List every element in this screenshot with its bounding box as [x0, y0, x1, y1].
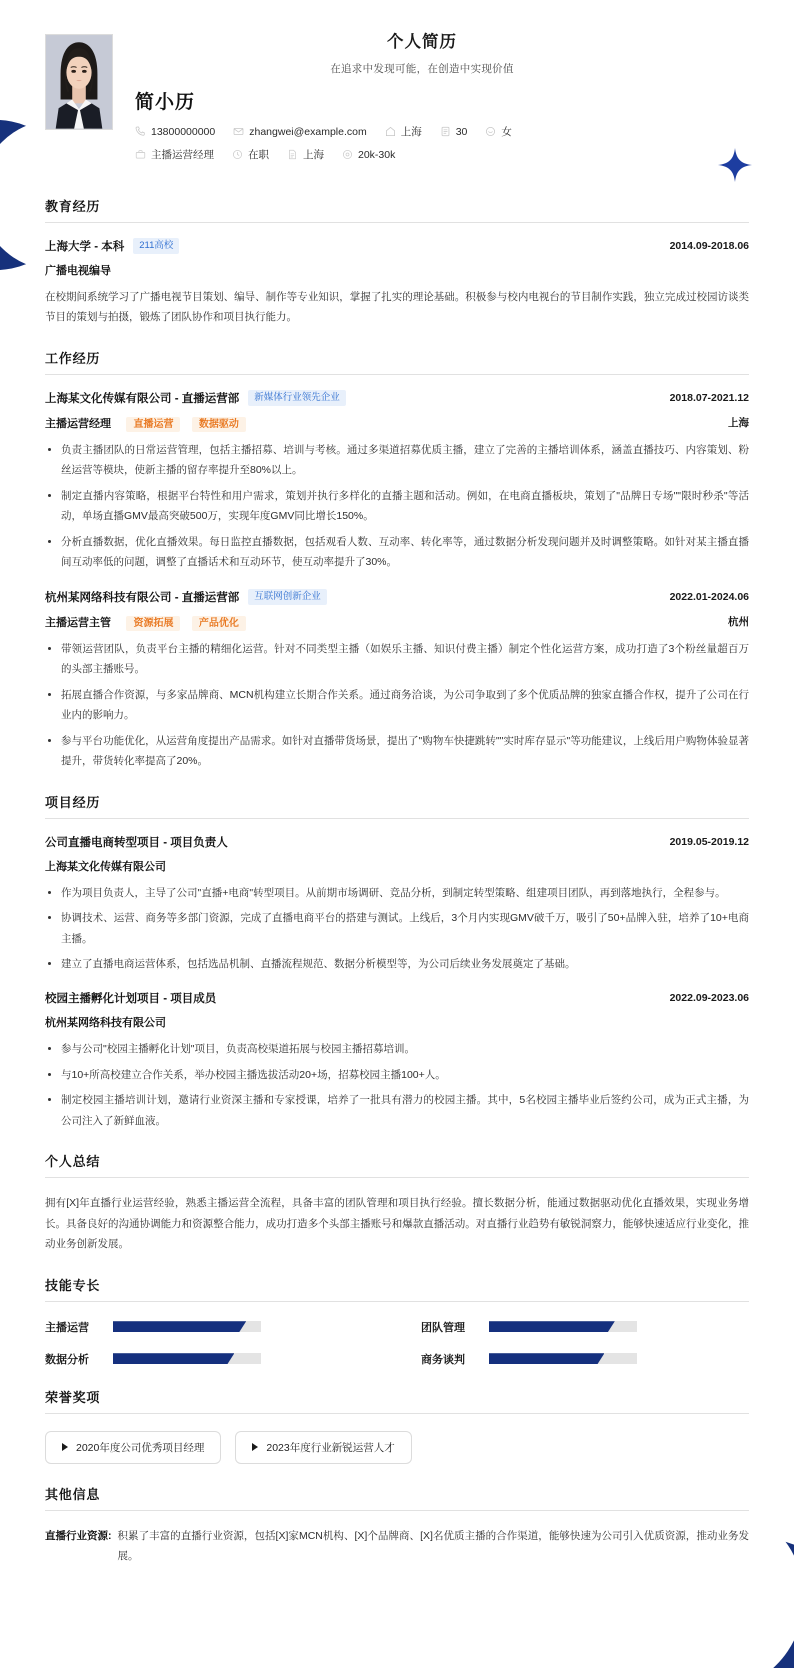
- skill-tag: 资源拓展: [126, 616, 180, 631]
- school-name: 上海大学 - 本科: [45, 241, 125, 253]
- other-info-label: 直播行业资源:: [45, 1529, 112, 1542]
- home-icon: [385, 126, 396, 137]
- skill-label: 商务谈判: [421, 1353, 465, 1366]
- honor-chip[interactable]: [45, 1431, 221, 1464]
- entry-header-left: [45, 589, 327, 605]
- project-date: 2022.09-2023.06: [669, 992, 749, 1005]
- entry-header: [45, 238, 749, 254]
- other-info-row: [45, 1526, 749, 1567]
- skill-progress-track: [113, 1321, 261, 1332]
- contact-age: [440, 126, 468, 138]
- section-title-other: 其他信息: [45, 1486, 101, 1502]
- skill-tag: 数据驱动: [192, 417, 246, 432]
- list-item: 拓展直播合作资源，与多家品牌商、MCN机构建立长期合作关系。通过商务洽谈，为公司争取到了多个优质品牌的独家直播合作权，提升了公司在行业内的影响力。: [45, 685, 749, 726]
- project-bullets: [45, 883, 749, 975]
- major-name: 广播电视编导: [45, 265, 111, 277]
- list-item: 与10+所高校建立合作关系，举办校园主播选拔活动20+场，招募校园主播100+人。: [45, 1065, 749, 1085]
- page-title: 个人简历: [387, 33, 457, 51]
- entry-header: [45, 589, 749, 605]
- work-location: 杭州: [728, 616, 749, 629]
- job-title-value: 主播运营经理: [151, 149, 214, 161]
- section-honors: [45, 1387, 749, 1464]
- section-title-projects: 项目经历: [45, 794, 101, 810]
- skill-row: [421, 1351, 749, 1367]
- contact-age-value: 30: [455, 125, 468, 138]
- contact-email-value: zhangwei@example.com: [249, 125, 367, 138]
- work-bullets: [45, 440, 749, 573]
- work-location: 上海: [728, 417, 749, 430]
- skill-progress-track: [489, 1321, 637, 1332]
- expected-salary: [342, 149, 395, 161]
- company-badge: 互联网创新企业: [248, 589, 327, 605]
- header-main: [113, 28, 749, 170]
- slogan: 在追求中发现可能，在创造中实现价值: [330, 63, 514, 75]
- skill-tag: 产品优化: [192, 616, 246, 631]
- skill-progress-fill: [489, 1353, 604, 1364]
- location-doc-icon: [287, 149, 298, 160]
- status-icon: [232, 149, 243, 160]
- avatar: [45, 34, 113, 130]
- education-date: 2014.09-2018.06: [669, 240, 749, 252]
- section-projects: [45, 792, 749, 1132]
- id-card-icon: [440, 126, 451, 137]
- project-bullets: [45, 1039, 749, 1131]
- section-education: [45, 196, 749, 328]
- divider: [45, 222, 749, 223]
- project-entry: [45, 834, 749, 975]
- skill-progress-fill: [489, 1321, 615, 1332]
- entry-role-row: [45, 613, 749, 631]
- section-skills: [45, 1275, 749, 1367]
- contact-phone-value: 13800000000: [151, 125, 216, 138]
- person-name: 简小历: [135, 92, 196, 113]
- project-company: 上海某文化传媒有限公司: [45, 860, 166, 873]
- section-title-summary: 个人总结: [45, 1154, 101, 1170]
- work-date: 2022.01-2024.06: [669, 590, 749, 603]
- section-work: [45, 348, 749, 772]
- skill-row: [45, 1319, 373, 1335]
- section-summary: [45, 1151, 749, 1254]
- job-status: [232, 147, 269, 162]
- list-item: 参与公司"校园主播孵化计划"项目，负责高校渠道拓展与校园主播招募培训。: [45, 1039, 749, 1059]
- honor-label: 2020年度公司优秀项目经理: [76, 1441, 205, 1454]
- list-item: 参与平台功能优化，从运营角度提出产品需求。如针对直播带货场景，提出了"购物车快捷跳转""实时库存显示"等功能建议，上线后用户购物体验显著提升，带货转化率提高了20%。: [45, 731, 749, 772]
- skill-row: [421, 1319, 749, 1335]
- skill-progress-fill: [113, 1353, 234, 1364]
- list-item: 作为项目负责人，主导了公司"直播+电商"转型项目。从前期市场调研、竞品分析，到制定转型策略、组建项目团队，再到落地执行，全程参与。: [45, 883, 749, 903]
- list-item: 分析直播数据，优化直播效果。每日监控直播数据，包括观看人数、互动率、转化率等，通过数据分析发现问题并及时调整策略。如针对某主播直播间互动率低的问题，调整了直播话术和互动环节，使互动率提升了30%。: [45, 532, 749, 573]
- contact-city-value: 上海: [400, 126, 422, 138]
- expected-city-value: 上海: [303, 149, 324, 161]
- work-date: 2018.07-2021.12: [669, 391, 749, 404]
- skill-label: 数据分析: [45, 1353, 89, 1366]
- divider: [45, 1510, 749, 1511]
- section-title-skills: 技能专长: [45, 1277, 101, 1293]
- skill-progress-fill: [113, 1321, 246, 1332]
- section-title-honors: 荣誉奖项: [45, 1389, 101, 1405]
- expected-salary-value: 20k-30k: [358, 148, 396, 161]
- play-triangle-icon: [252, 1443, 258, 1451]
- contact-phone: [135, 126, 215, 138]
- skill-label: 主播运营: [45, 1321, 89, 1334]
- skill-tag: 直播运营: [126, 417, 180, 432]
- contact-row-primary: [135, 124, 749, 139]
- list-item: 负责主播团队的日常运营管理，包括主播招募、培训与考核。通过多渠道招募优质主播，建立了完善的主播培训体系，涵盖直播技巧、内容策划、粉丝运营等模块，使新主播的留存率提升至80%以上。: [45, 440, 749, 481]
- gender-icon: [485, 126, 496, 137]
- contact-gender-value: 女: [501, 126, 512, 138]
- mail-icon: [233, 126, 244, 137]
- expected-city: [287, 147, 324, 162]
- divider: [45, 1301, 749, 1302]
- other-info-text: 积累了丰富的直播行业资源，包括[X]家MCN机构、[X]个品牌商、[X]名优质主播的合作渠道，能够快速为公司引入优质资源，推动业务发展。: [117, 1529, 749, 1563]
- role-title: 主播运营经理: [45, 417, 111, 430]
- contact-row-secondary: [135, 147, 749, 162]
- contact-city: [385, 124, 422, 139]
- entry-role-left: [45, 414, 253, 432]
- honor-chip[interactable]: [235, 1431, 411, 1464]
- project-name: 公司直播电商转型项目 - 项目负责人: [45, 836, 228, 849]
- contact-email: [233, 126, 366, 138]
- summary-text: 拥有[X]年直播行业运营经验，熟悉主播运营全流程，具备丰富的团队管理和项目执行经验。擅长数据分析，能通过数据驱动优化直播效果，实现业务增长。具备良好的沟通协调能力和资源整合能力，成功打造多个头部主播账号和爆款直播活动。对直播行业趋势有敏锐洞察力，能够快速适应行业变化，推动业务创新发展。: [45, 1197, 749, 1251]
- phone-icon: [135, 126, 146, 137]
- salary-icon: [342, 149, 353, 160]
- list-item: 协调技术、运营、商务等多部门资源，完成了直播电商平台的搭建与测试。上线后，3个月内实现GMV破千万，吸引了50+品牌入驻，培养了10+电商主播。: [45, 908, 749, 949]
- entry-header: [45, 390, 749, 406]
- contact-gender: [485, 124, 512, 139]
- project-company: 杭州某网络科技有限公司: [45, 1017, 166, 1030]
- job-status-value: 在职: [248, 149, 269, 161]
- skill-progress-track: [489, 1353, 637, 1364]
- entry-header: [45, 834, 749, 850]
- divider: [45, 818, 749, 819]
- project-name: 校园主播孵化计划项目 - 项目成员: [45, 993, 217, 1006]
- work-entry: [45, 589, 749, 772]
- entry-header-left: [45, 238, 179, 254]
- skill-row: [45, 1351, 373, 1367]
- company-name: 上海某文化传媒有限公司 - 直播运营部: [45, 392, 240, 405]
- play-triangle-icon: [62, 1443, 68, 1451]
- company-name: 杭州某网络科技有限公司 - 直播运营部: [45, 591, 240, 604]
- role-title: 主播运营主管: [45, 616, 111, 629]
- entry-header-left: [45, 990, 216, 1006]
- entry-role-row: [45, 414, 749, 432]
- work-bullets: [45, 639, 749, 772]
- skill-label: 团队管理: [421, 1321, 465, 1334]
- entry-header-left: [45, 834, 228, 850]
- company-badge: 新媒体行业领先企业: [248, 390, 346, 406]
- resume-header: [45, 28, 749, 176]
- project-entry: [45, 990, 749, 1131]
- section-other: [45, 1484, 749, 1567]
- list-item: 制定直播内容策略，根据平台特性和用户需求，策划并执行多样化的直播主题和活动。例如，在电商直播板块，策划了"品牌日专场""限时秒杀"等活动，单场直播GMV最高突破500万，实现年度GMV同比增长150%。: [45, 486, 749, 527]
- entry-header-left: [45, 390, 346, 406]
- entry-header: [45, 990, 749, 1006]
- skill-progress-track: [113, 1353, 261, 1364]
- section-title-work: 工作经历: [45, 350, 101, 366]
- divider: [45, 374, 749, 375]
- education-description: 在校期间系统学习了广播电视节目策划、编导、制作等专业知识，掌握了扎实的理论基础。积极参与校内电视台的节目制作实践，独立完成过校园访谈类节目的策划与拍摄，锻炼了团队协作和项目执行能力。: [45, 291, 749, 324]
- work-entry: [45, 390, 749, 573]
- entry-role-left: [45, 613, 253, 631]
- honor-label: 2023年度行业新锐运营人才: [266, 1441, 395, 1454]
- job-title: [135, 147, 214, 162]
- list-item: 带领运营团队，负责平台主播的精细化运营。针对不同类型主播（如娱乐主播、知识付费主播）制定个性化运营方案，成功打造了3个粉丝量超百万的头部主播账号。: [45, 639, 749, 680]
- divider: [45, 1177, 749, 1178]
- status-badge: 211高校: [133, 238, 179, 254]
- list-item: 制定校园主播培训计划，邀请行业资深主播和专家授课，培养了一批具有潜力的校园主播。其中，5名校园主播毕业后签约公司，成为正式主播，为公司注入了新鲜血液。: [45, 1090, 749, 1131]
- briefcase-icon: [135, 149, 146, 160]
- divider: [45, 1413, 749, 1414]
- project-date: 2019.05-2019.12: [669, 835, 749, 848]
- section-title-education: 教育经历: [45, 199, 101, 214]
- honors-list: [45, 1429, 749, 1464]
- skills-grid: [45, 1317, 749, 1367]
- list-item: 建立了直播电商运营体系，包括选品机制、直播流程规范、数据分析模型等，为公司后续业务发展奠定了基础。: [45, 954, 749, 974]
- education-entry: [45, 238, 749, 328]
